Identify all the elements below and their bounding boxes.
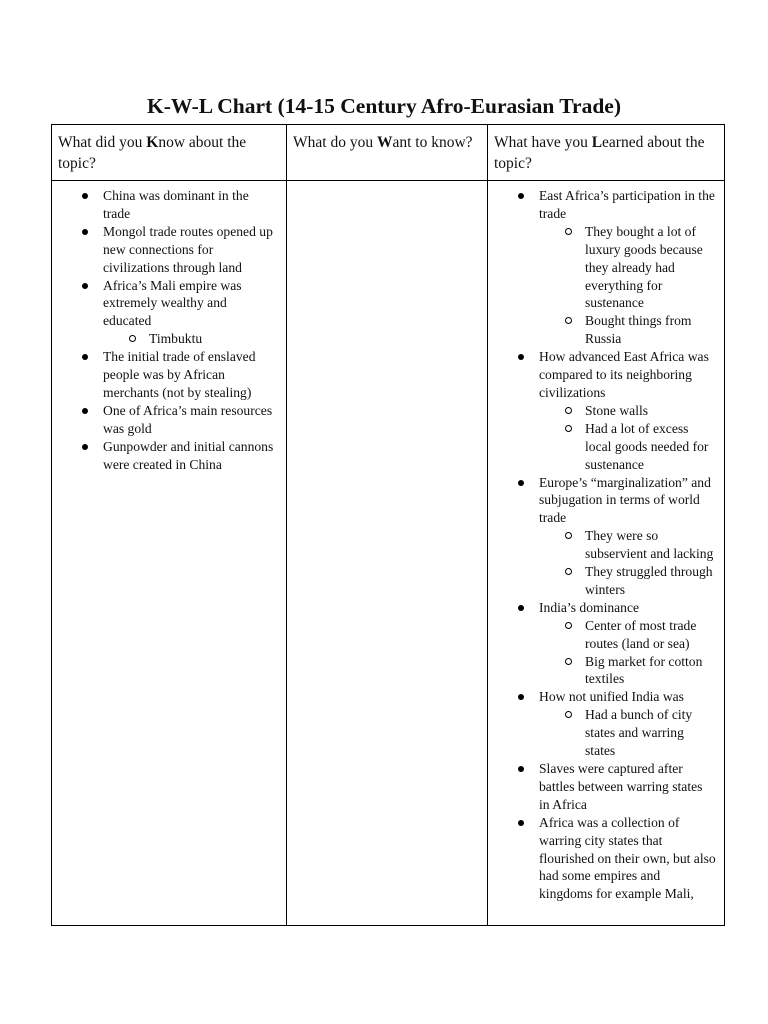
header-know	[52, 125, 287, 181]
list-item-text: One of Africa’s main resources was gold	[103, 402, 273, 436]
sub-list-item: They struggled through winters	[585, 563, 716, 599]
header-know-letter: K	[146, 134, 159, 151]
sub-list	[539, 402, 716, 474]
list-item-text: China was dominant in the trade	[103, 188, 249, 221]
sub-list-item: Center of most trade routes (land or sea)	[585, 617, 716, 653]
learned-column	[488, 181, 725, 926]
header-know-post: now about the topic?	[58, 134, 247, 172]
know-column	[52, 181, 287, 926]
list-item	[539, 348, 716, 473]
header-learned	[488, 125, 725, 181]
sub-list	[539, 223, 716, 348]
sub-list	[539, 527, 716, 599]
list-item	[103, 187, 278, 223]
list-item	[103, 438, 278, 474]
know-list	[58, 187, 278, 474]
sub-list-item: They were so subservient and lacking	[585, 527, 716, 563]
sub-list-item: Big market for cotton textiles	[585, 653, 716, 689]
list-item	[103, 402, 278, 438]
header-learned-pre: What have you	[494, 134, 592, 151]
sub-list-item: They bought a lot of luxury goods because they already had everything for sustenance	[585, 223, 716, 313]
list-item-text: How advanced East Africa was compared to its neighboring civilizations	[539, 349, 709, 400]
header-row	[52, 125, 725, 181]
list-item-text: Europe’s “marginalization” and subjugation in terms of world trade	[539, 474, 711, 526]
body-row	[52, 181, 725, 926]
list-item	[103, 223, 278, 277]
list-item-text: Mongol trade routes opened up new connections for civilizations through land	[103, 223, 273, 275]
sub-list-item: Stone walls	[585, 402, 716, 420]
sub-list	[539, 617, 716, 689]
want-column	[287, 181, 488, 926]
list-item-text: Africa’s Mali empire was extremely wealthy and educated	[103, 277, 242, 329]
list-item	[103, 348, 278, 402]
list-item	[539, 688, 716, 760]
sub-list-item: Had a lot of excess local goods needed for sustenance	[585, 420, 716, 474]
list-item-text: East Africa’s participation in the trade	[539, 188, 715, 221]
header-learned-post: earned about the topic?	[494, 134, 705, 172]
list-item-text: How not unified India was	[539, 689, 684, 705]
list-item	[539, 187, 716, 348]
header-want-post: ant to know?	[392, 134, 473, 151]
sub-list	[103, 330, 278, 348]
list-item-text: India’s dominance	[539, 599, 640, 615]
sub-list	[539, 706, 716, 760]
header-want-pre: What do you	[293, 134, 377, 151]
list-item	[539, 474, 716, 599]
header-learned-letter: L	[591, 134, 603, 151]
kwl-table	[51, 124, 725, 926]
sub-list-item: Had a bunch of city states and warring states	[585, 706, 716, 760]
sub-list-item: Timbuktu	[149, 330, 278, 348]
header-know-pre: What did you	[58, 134, 147, 151]
learned-list	[494, 187, 716, 903]
list-item-text: Gunpowder and initial cannons were created in China	[103, 438, 274, 472]
page-title: K-W-L Chart (14-15 Century Afro-Eurasian Trade)	[147, 94, 621, 118]
list-item-text: Africa was a collection of warring city states that flourished on their own, but also had some empires and kingdoms for example Mali,	[539, 814, 716, 902]
list-item	[103, 277, 278, 349]
sub-list-item: Bought things from Russia	[585, 312, 716, 348]
list-item-text: The initial trade of enslaved people was by African merchants (not by stealing)	[103, 349, 256, 400]
list-item	[539, 814, 716, 904]
list-item	[539, 599, 716, 689]
header-want-letter: W	[376, 134, 393, 151]
header-want	[287, 125, 488, 181]
list-item	[539, 760, 716, 814]
list-item-text: Slaves were captured after battles between warring states in Africa	[539, 761, 703, 812]
